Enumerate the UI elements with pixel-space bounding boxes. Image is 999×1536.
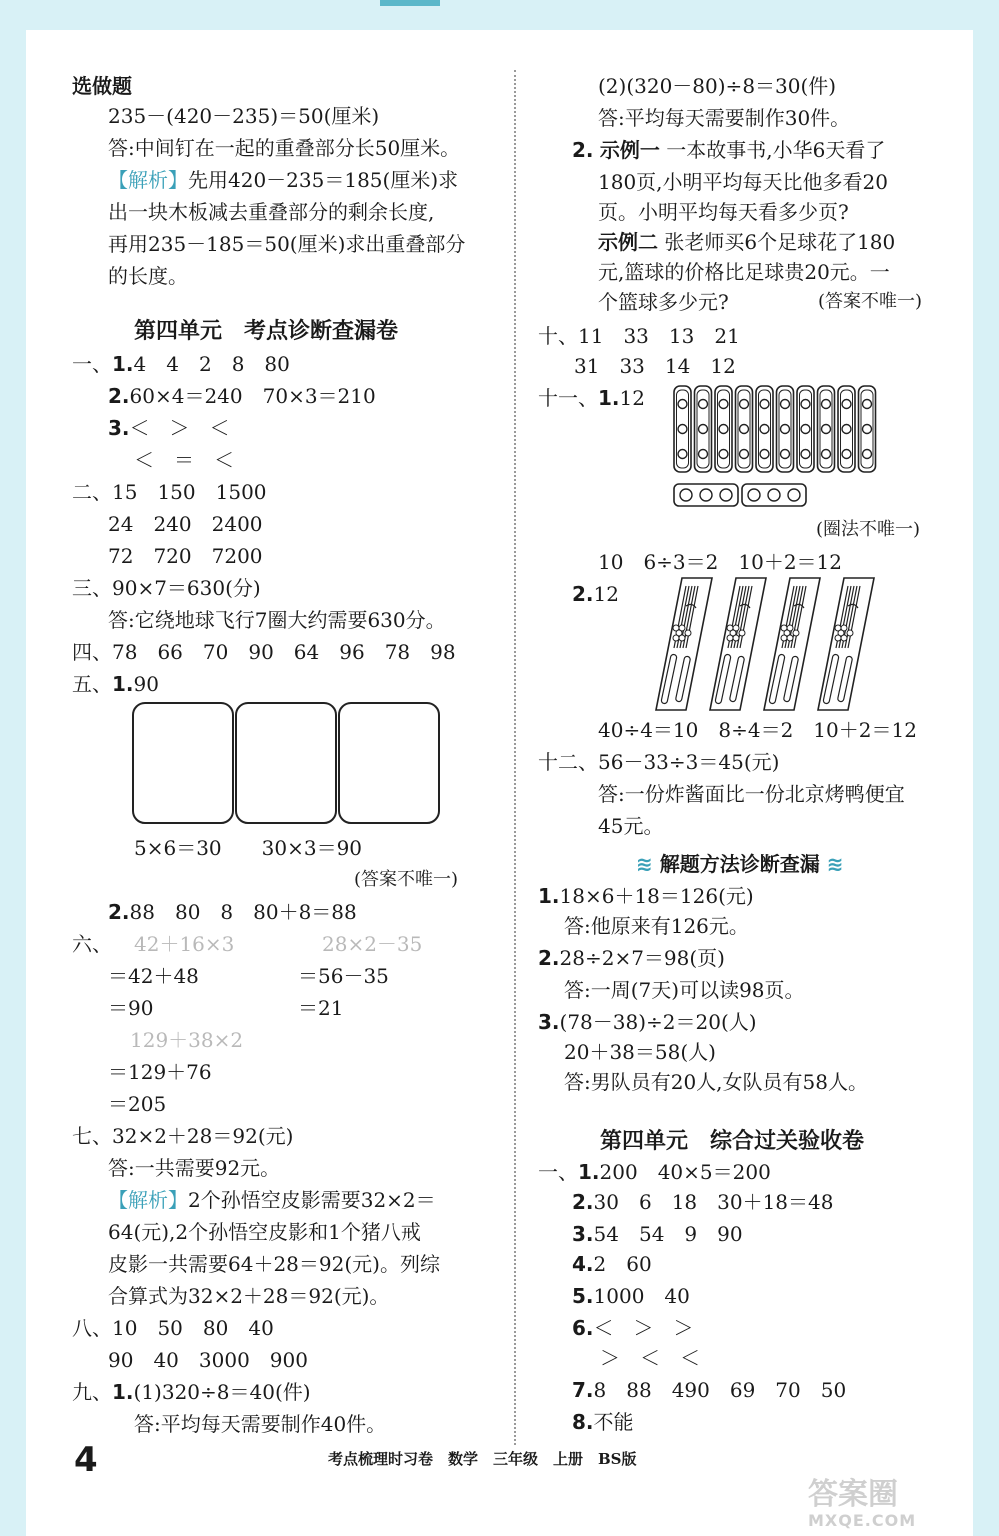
q1-row-3: 3.＜ ＞ ＜ bbox=[108, 416, 230, 440]
bead-group-icon bbox=[742, 484, 806, 506]
method-1-answer: 答:他原来有126元。 bbox=[564, 914, 749, 938]
group-box-2 bbox=[236, 703, 336, 823]
method-3-answer: 答:男队员有20人,女队员有58人。 bbox=[564, 1070, 868, 1094]
optional-analysis-1: 【解析】先用420－235＝185(厘米)求 bbox=[108, 168, 459, 192]
method-3-equation: 3.(78－38)÷2＝20(人) bbox=[538, 1010, 757, 1034]
bead-stick-icon bbox=[838, 386, 855, 472]
z-row-6: 6.＜ ＞ ＞ bbox=[572, 1316, 694, 1340]
analysis-tag: 【解析】 bbox=[108, 168, 188, 192]
optional-title: 选做题 bbox=[72, 74, 132, 98]
q5-row-1: 五、1.90 bbox=[72, 672, 159, 696]
q11-equation-1: 10 6÷3＝2 10＋2＝12 bbox=[598, 550, 843, 574]
q7-analysis-2: 64(元),2个孙悟空皮影和1个猪八戒 bbox=[108, 1220, 421, 1244]
q7-analysis-3: 皮影一共需要64＋28＝92(元)。列综 bbox=[108, 1252, 440, 1276]
bead-stick-icon bbox=[797, 386, 814, 472]
bead-stick-icon bbox=[859, 386, 876, 472]
stick-bundle-icon bbox=[656, 578, 712, 710]
q9-answer: 答:平均每天需要制作40件。 bbox=[134, 1412, 387, 1436]
q10-row-2: 31 33 14 12 bbox=[574, 354, 736, 378]
q7-analysis-4: 合算式为32×2＋28＝92(元)。 bbox=[108, 1284, 390, 1308]
q1-row-1: 一、1.4 4 2 8 80 bbox=[72, 352, 290, 376]
column-divider bbox=[514, 70, 516, 1445]
q9-part2-equation: (2)(320－80)÷8＝30(件) bbox=[598, 74, 837, 98]
q1-row-3b: ＜ ＝ ＜ bbox=[134, 448, 234, 472]
unit4-diagnosis-title: 第四单元 考点诊断查漏卷 bbox=[134, 319, 399, 344]
bead-stick-icon bbox=[736, 386, 753, 472]
q9-example-1c: 页。小明平均每天看多少页? bbox=[598, 200, 849, 224]
bead-stick-diagram bbox=[672, 384, 884, 512]
bead-stick-icon bbox=[715, 386, 732, 472]
z-row-2: 2.30 6 18 30＋18＝48 bbox=[572, 1190, 834, 1214]
q2-row-1: 二、15 150 1500 bbox=[72, 480, 267, 504]
method-title: ≋ 解题方法诊断查漏 ≋ bbox=[636, 852, 844, 876]
z-row-8: 8.不能 bbox=[572, 1410, 634, 1434]
q8-row-1: 八、10 50 80 40 bbox=[72, 1316, 274, 1340]
watermark: 答案圈 MXQE.COM bbox=[808, 1477, 917, 1530]
q12-equation: 十二、56－33÷3＝45(元) bbox=[538, 750, 780, 774]
bead-stick-icon bbox=[818, 386, 835, 472]
q7-analysis-1: 【解析】2个孙悟空皮影需要32×2＝ bbox=[108, 1188, 436, 1212]
q7-equation: 七、32×2＋28＝92(元) bbox=[72, 1124, 294, 1148]
wave-icon: ≋ bbox=[636, 852, 660, 876]
q9-example-2: 示例二 张老师买6个足球花了180 bbox=[598, 230, 896, 254]
optional-equation: 235－(420－235)＝50(厘米) bbox=[108, 104, 380, 128]
q5-equations: 5×6＝30 30×3＝90 bbox=[134, 836, 363, 860]
q9-part2-answer: 答:平均每天需要制作30件。 bbox=[598, 106, 851, 130]
q6-a-step-2: ＝90 bbox=[108, 996, 154, 1020]
wave-icon: ≋ bbox=[819, 852, 844, 876]
optional-answer: 答:中间钉在一起的重叠部分长50厘米。 bbox=[108, 136, 461, 160]
z-row-1: 一、1.200 40×5＝200 bbox=[538, 1160, 771, 1184]
q11-note: (圈法不唯一) bbox=[816, 519, 921, 540]
z-row-4: 4.2 60 bbox=[572, 1252, 652, 1276]
z-row-7: 7.8 88 490 69 70 50 bbox=[572, 1378, 847, 1402]
q6-label: 六、 bbox=[72, 932, 112, 956]
group-box-3 bbox=[339, 703, 439, 823]
q6-a-expression: 42＋16×3 bbox=[134, 932, 235, 956]
q5-note: (答案不唯一) bbox=[354, 869, 459, 890]
bead-stick-icon bbox=[695, 386, 712, 472]
z-row-5: 5.1000 40 bbox=[572, 1284, 690, 1308]
method-1-equation: 1.18×6＋18＝126(元) bbox=[538, 884, 754, 908]
optional-analysis-2: 出一块木板减去重叠部分的剩余长度, bbox=[108, 200, 435, 224]
z-row-6b: ＞ ＜ ＜ bbox=[600, 1346, 700, 1370]
page-number: 4 bbox=[74, 1440, 98, 1480]
bead-stick-icon bbox=[777, 386, 794, 472]
q12-answer-1: 答:一份炸酱面比一份北京烤鸭便宜 bbox=[598, 782, 905, 806]
method-3-equation-b: 20＋38＝58(人) bbox=[564, 1040, 716, 1064]
q6-c-step-1: ＝129＋76 bbox=[108, 1060, 212, 1084]
stick-bundle-icon bbox=[764, 578, 820, 710]
stick-bundle-icon bbox=[818, 578, 874, 710]
top-mark bbox=[380, 0, 440, 6]
optional-analysis-3: 再用235－185＝50(厘米)求出重叠部分 bbox=[108, 232, 466, 256]
footer-text: 考点梳理时习卷 数学 三年级 上册 BS版 bbox=[328, 1450, 637, 1468]
q9-equation: 九、1.(1)320÷8＝40(件) bbox=[72, 1380, 311, 1404]
q3-equation: 三、90×7＝630(分) bbox=[72, 576, 261, 600]
q6-b-step-2: ＝21 bbox=[298, 996, 344, 1020]
grouping-rectangles bbox=[130, 700, 442, 828]
q1-row-2: 2.60×4＝240 70×3＝210 bbox=[108, 384, 376, 408]
stick-bundle-icon bbox=[710, 578, 766, 710]
q6-c-step-2: ＝205 bbox=[108, 1092, 167, 1116]
q2-row-2: 24 240 2400 bbox=[108, 512, 263, 536]
q4-row: 四、78 66 70 90 64 96 78 98 bbox=[72, 640, 456, 664]
z-row-3: 3.54 54 9 90 bbox=[572, 1222, 743, 1246]
q9-example-2b: 元,篮球的价格比足球贵20元。一 bbox=[598, 260, 890, 284]
group-box-1 bbox=[133, 703, 233, 823]
q6-b-expression: 28×2－35 bbox=[322, 932, 423, 956]
bead-stick-icon bbox=[756, 386, 773, 472]
q5-row-2: 2.88 80 8 80＋8＝88 bbox=[108, 900, 357, 924]
q3-answer: 答:它绕地球飞行7圈大约需要630分。 bbox=[108, 608, 446, 632]
q12-answer-2: 45元。 bbox=[598, 814, 664, 838]
unit4-acceptance-title: 第四单元 综合过关验收卷 bbox=[600, 1129, 865, 1154]
bead-stick-icon bbox=[674, 386, 691, 472]
q7-answer: 答:一共需要92元。 bbox=[108, 1156, 281, 1180]
method-2-equation: 2.28÷2×7＝98(页) bbox=[538, 946, 725, 970]
stick-bundle-diagram bbox=[652, 576, 886, 714]
q11-equation-2: 40÷4＝10 8÷4＝2 10＋2＝12 bbox=[598, 718, 917, 742]
q9-example-1b: 180页,小明平均每天比他多看20 bbox=[598, 170, 888, 194]
bead-group-icon bbox=[674, 484, 738, 506]
q11-row-1: 十一、1.12 bbox=[538, 386, 645, 410]
q9-example-2c: 个篮球多少元? (答案不唯一) bbox=[598, 290, 923, 314]
q6-a-step-1: ＝42＋48 bbox=[108, 964, 199, 988]
method-2-answer: 答:一周(7天)可以读98页。 bbox=[564, 978, 805, 1002]
q9-example-1: 2. 示例一 一本故事书,小华6天看了 bbox=[572, 138, 886, 162]
q6-c-expression: 129＋38×2 bbox=[130, 1028, 244, 1052]
q2-row-3: 72 720 7200 bbox=[108, 544, 263, 568]
q10-row-1: 十、11 33 13 21 bbox=[538, 324, 740, 348]
q8-row-2: 90 40 3000 900 bbox=[108, 1348, 308, 1372]
q11-row-2: 2.12 bbox=[572, 582, 619, 606]
q6-b-step-1: ＝56－35 bbox=[298, 964, 389, 988]
optional-analysis-4: 的长度。 bbox=[108, 264, 188, 288]
